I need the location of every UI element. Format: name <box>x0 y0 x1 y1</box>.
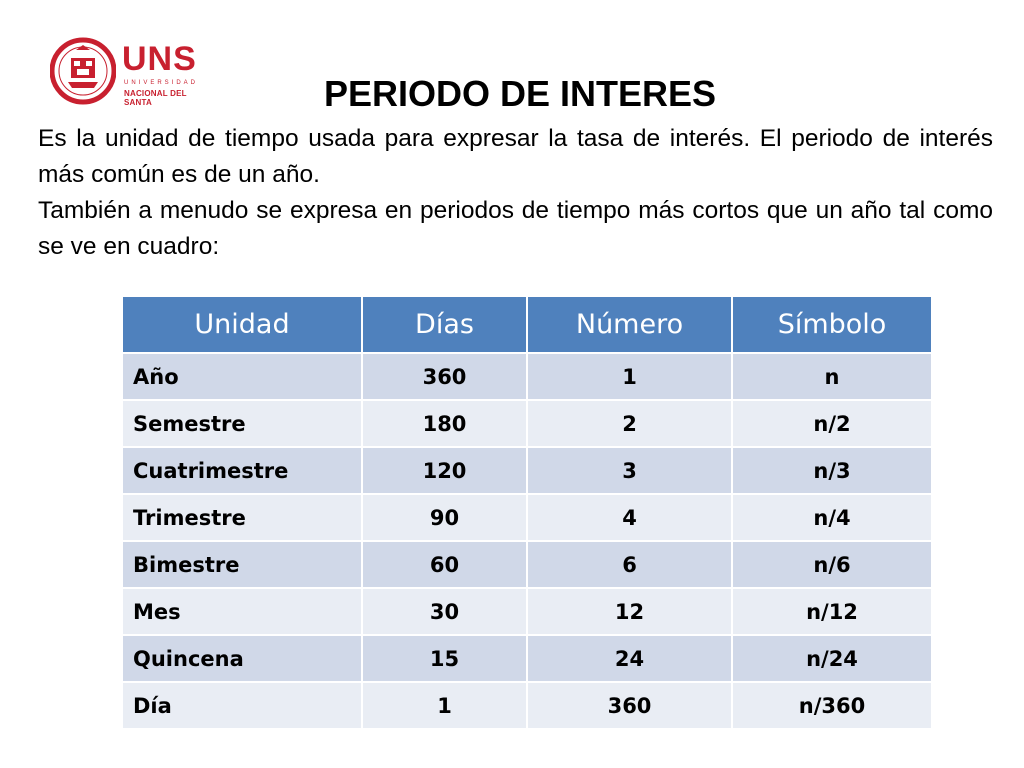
cell-simbolo: n/24 <box>732 635 932 682</box>
logo-subtitle-bottom: NACIONAL DEL SANTA <box>124 89 187 107</box>
cell-simbolo: n/3 <box>732 447 932 494</box>
table-row <box>122 353 932 400</box>
cell-dias: 30 <box>362 588 527 635</box>
logo-wordmark: UNS <box>122 40 197 78</box>
cell-numero: 3 <box>527 447 732 494</box>
university-seal-icon <box>50 36 116 106</box>
cell-unidad: Día <box>122 682 362 729</box>
cell-numero: 2 <box>527 400 732 447</box>
cell-simbolo: n/6 <box>732 541 932 588</box>
table-row <box>122 635 932 682</box>
slide-body <box>38 121 993 265</box>
cell-dias: 180 <box>362 400 527 447</box>
header-dias: Días <box>362 296 527 353</box>
cell-numero: 6 <box>527 541 732 588</box>
cell-unidad: Año <box>122 353 362 400</box>
cell-dias: 1 <box>362 682 527 729</box>
cell-dias: 60 <box>362 541 527 588</box>
cell-dias: 360 <box>362 353 527 400</box>
cell-simbolo: n <box>732 353 932 400</box>
cell-numero: 1 <box>527 353 732 400</box>
cell-numero: 4 <box>527 494 732 541</box>
cell-simbolo: n/2 <box>732 400 932 447</box>
periods-table <box>121 295 933 730</box>
table-header-row <box>122 296 932 353</box>
table-row <box>122 400 932 447</box>
header-numero: Número <box>527 296 732 353</box>
cell-unidad: Bimestre <box>122 541 362 588</box>
uns-logo <box>50 36 200 112</box>
cell-numero: 24 <box>527 635 732 682</box>
cell-dias: 90 <box>362 494 527 541</box>
cell-unidad: Mes <box>122 588 362 635</box>
slide-title: PERIODO DE INTERES <box>323 73 717 114</box>
table-row <box>122 682 932 729</box>
header-unidad: Unidad <box>122 296 362 353</box>
cell-unidad: Cuatrimestre <box>122 447 362 494</box>
paragraph-shorter-periods: También a menudo se expresa en periodos de tiempo más cortos que un año tal como se ve en cuadro: <box>38 197 993 260</box>
interest-period-table <box>121 295 931 730</box>
logo-subtitle-top: UNIVERSIDAD <box>124 80 199 86</box>
cell-simbolo: n/12 <box>732 588 932 635</box>
cell-unidad: Semestre <box>122 400 362 447</box>
cell-simbolo: n/360 <box>732 682 932 729</box>
cell-numero: 360 <box>527 682 732 729</box>
cell-simbolo: n/4 <box>732 494 932 541</box>
cell-numero: 12 <box>527 588 732 635</box>
cell-unidad: Quincena <box>122 635 362 682</box>
table-row <box>122 541 932 588</box>
table-row <box>122 588 932 635</box>
cell-dias: 120 <box>362 447 527 494</box>
table-row <box>122 447 932 494</box>
cell-dias: 15 <box>362 635 527 682</box>
paragraph-definition: Es la unidad de tiempo usada para expresar la tasa de interés. El periodo de interés más común es de un año. <box>38 125 993 188</box>
cell-unidad: Trimestre <box>122 494 362 541</box>
table-row <box>122 494 932 541</box>
header-simbolo: Símbolo <box>732 296 932 353</box>
